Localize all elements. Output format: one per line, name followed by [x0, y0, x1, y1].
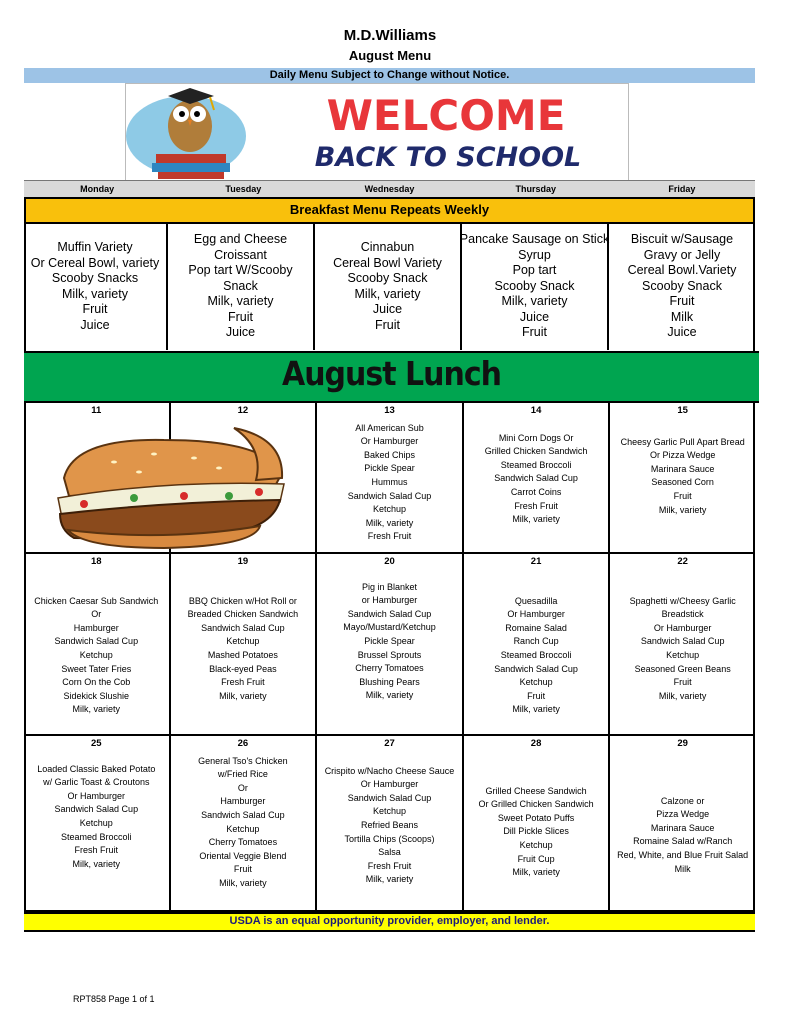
breakfast-item: Juice: [372, 302, 403, 316]
menu-item: Quesadilla: [514, 595, 558, 606]
menu-item: Calzone or: [660, 795, 705, 806]
day-friday: Friday: [668, 184, 696, 194]
lunch-day-cell: [171, 736, 318, 910]
menu-item: Cherry Tomatoes: [208, 837, 278, 848]
menu-item: Sandwich Salad Cup: [54, 636, 139, 647]
lunch-day-cell: [317, 736, 464, 910]
menu-item: Fresh Fruit: [514, 500, 558, 511]
day-thursday: Thursday: [515, 184, 556, 194]
day-number: 20: [384, 556, 395, 567]
breakfast-cell-wednesday: [315, 223, 462, 350]
lunch-day-cell: [610, 403, 755, 552]
menu-item: Milk, variety: [658, 504, 707, 515]
breakfast-item: Or Cereal Bowl, variety: [30, 255, 160, 270]
menu-item: Pig in Blanket: [361, 581, 417, 592]
day-number: 28: [530, 738, 542, 749]
owl-on-books-illustration: [126, 84, 628, 180]
menu-item: Red, White, and Blue Fruit Salad: [617, 849, 749, 860]
breakfast-item: Pop tart: [512, 263, 557, 278]
menu-item: Ketchup: [666, 649, 700, 660]
lunch-day-cell: [317, 403, 464, 552]
menu-item: Carrot Coins: [510, 486, 562, 497]
day-number: 22: [677, 556, 688, 567]
menu-items: [24, 569, 169, 717]
menu-item: Sandwich Salad Cup: [494, 663, 578, 674]
lunch-title: August Lunch: [281, 355, 502, 394]
menu-items: [610, 569, 755, 704]
menu-item: or Hamburger: [361, 595, 418, 606]
menu-items: [464, 418, 609, 527]
menu-item: Refried Beans: [360, 819, 418, 830]
menu-item: Sandwich Salad Cup: [201, 622, 285, 633]
menu-item: w/Fried Rice: [217, 769, 268, 780]
menu-item: Hummus: [371, 476, 408, 487]
menu-item: Or Pizza Wedge: [649, 450, 716, 461]
weekday-header: [24, 180, 755, 198]
menu-item: Sandwich Salad Cup: [640, 636, 725, 647]
menu-item: Black-eyed Peas: [209, 663, 277, 674]
breakfast-cell-thursday: [459, 223, 610, 350]
menu-item: Steamed Broccoli: [500, 649, 572, 660]
menu-item: Ketchup: [519, 839, 553, 850]
menu-item: Steamed Broccoli: [500, 459, 572, 470]
menu-item: Sweet Tater Fries: [61, 663, 132, 674]
breakfast-item: Cinnabun: [360, 240, 415, 254]
breakfast-item: Cereal Bowl.Variety: [627, 263, 737, 278]
menu-item: Ketchup: [372, 504, 406, 515]
menu-items: [171, 751, 316, 891]
breakfast-item: Fruit: [669, 294, 695, 309]
menu-items: [610, 418, 755, 518]
welcome-text: WELCOME: [326, 91, 566, 140]
lunch-day-cell: [464, 403, 611, 552]
menu-item: Milk, variety: [512, 514, 560, 525]
menu-item: Milk: [674, 863, 691, 874]
menu-item: All American Sub: [355, 422, 424, 433]
menu-title: August Menu: [348, 48, 432, 63]
menu-item: Fresh Fruit: [221, 677, 265, 688]
welcome-banner: [125, 83, 629, 181]
breakfast-item: Milk: [670, 309, 694, 324]
day-number: 13: [384, 405, 395, 416]
menu-items: [317, 751, 462, 887]
menu-item: Grilled Cheese Sandwich: [485, 785, 587, 796]
day-number: 19: [237, 556, 249, 567]
day-number: 27: [384, 738, 395, 749]
menu-item: Marinara Sauce: [650, 822, 715, 833]
breakfast-item: Juice: [80, 317, 110, 332]
menu-item: Romaine Salad w/Ranch: [633, 836, 733, 847]
breakfast-item: Milk, variety: [501, 294, 568, 309]
menu-item: Chicken Caesar Sub Sandwich: [34, 595, 159, 606]
menu-item: Mini Corn Dogs Or: [498, 432, 574, 443]
menu-item: Pickle Spear: [364, 463, 415, 474]
day-number: 18: [91, 556, 102, 567]
menu-item: w/ Garlic Toast & Croutons: [43, 777, 150, 788]
menu-item: Fruit: [527, 690, 546, 701]
breakfast-item: Scooby Snack: [347, 271, 428, 285]
menu-item: Sandwich Salad Cup: [347, 608, 432, 619]
menu-item: Steamed Broccoli: [61, 831, 132, 842]
menu-item: Sidekick Slushie: [63, 690, 130, 701]
lunch-day-cell: [24, 736, 171, 910]
menu-items: [317, 418, 462, 544]
breakfast-item: Milk, variety: [62, 286, 128, 301]
menu-item: General Tso's Chicken: [198, 755, 288, 766]
usda-statement: USDA is an equal opportunity provider, employer, and lender.: [24, 912, 755, 932]
menu-item: Fruit: [673, 677, 692, 688]
menu-item: Ranch Cup: [513, 636, 559, 647]
menu-item: Milk, variety: [219, 690, 267, 701]
breakfast-item: Scooby Snack: [494, 278, 575, 293]
menu-item: Salsa: [378, 847, 401, 858]
menu-item: Sandwich Salad Cup: [54, 804, 139, 815]
menu-item: Breaded Chicken Sandwich: [187, 609, 299, 620]
menu-item: Grilled Chicken Sandwich: [484, 446, 588, 457]
menu-item: Hamburger: [73, 622, 119, 633]
menu-item: Or Hamburger: [360, 779, 419, 790]
lunch-week-row: [24, 736, 755, 912]
menu-item: Seasoned Corn: [651, 477, 714, 488]
menu-item: Cheesy Garlic Pull Apart Bread: [620, 436, 745, 447]
page-footer: RPT858 Page 1 of 1: [73, 994, 155, 1004]
breakfast-item: Fruit: [228, 309, 253, 324]
breakfast-item: Biscuit w/Sausage: [630, 232, 734, 247]
menu-item: Ketchup: [226, 823, 260, 834]
menu-items: [317, 569, 462, 703]
menu-item: Ketchup: [79, 649, 113, 660]
breakfast-item: Gravy or Jelly: [643, 247, 721, 262]
menu-item: Seasoned Green Beans: [634, 663, 731, 674]
menu-item: Mayo/Mustard/Ketchup: [343, 622, 436, 633]
menu-items: [24, 751, 169, 872]
menu-item: Fresh Fruit: [74, 845, 119, 856]
menu-item: Dill Pickle Slices: [503, 826, 569, 837]
day-number: 14: [530, 405, 542, 416]
menu-item: Ketchup: [226, 636, 260, 647]
menu-item: Or: [237, 782, 248, 793]
menu-item: Corn On the Cob: [62, 677, 131, 688]
menu-items: [610, 751, 755, 877]
day-number: 15: [677, 405, 688, 416]
day-tuesday: Tuesday: [225, 184, 262, 194]
breakfast-item: Juice: [225, 325, 256, 340]
menu-item: Marinara Sauce: [650, 463, 715, 474]
breakfast-item: Cereal Bowl Variety: [333, 255, 442, 270]
menu-item: Or Hamburger: [360, 436, 419, 447]
menu-item: Baked Chips: [363, 449, 415, 460]
menu-item: Pizza Wedge: [656, 809, 710, 820]
menu-item: Milk, variety: [512, 704, 560, 715]
menu-item: Brussel Sprouts: [357, 649, 422, 660]
day-wednesday: Wednesday: [364, 184, 415, 194]
menu-item: Fresh Fruit: [367, 531, 412, 542]
breakfast-item: Milk, variety: [354, 286, 421, 301]
menu-item: Or: [91, 609, 102, 620]
menu-item: Breadstick: [661, 609, 704, 620]
menu-item: Milk, variety: [658, 690, 707, 701]
lunch-day-cell: [464, 554, 611, 734]
day-monday: Monday: [80, 184, 115, 194]
menu-item: Ketchup: [79, 817, 113, 828]
breakfast-item: Muffin Variety: [57, 240, 133, 254]
menu-item: Sandwich Salad Cup: [201, 809, 285, 820]
menu-item: Sandwich Salad Cup: [347, 792, 432, 803]
menu-item: Cherry Tomatoes: [355, 663, 424, 674]
breakfast-item: Juice: [667, 325, 697, 340]
lunch-day-cell: [317, 554, 464, 734]
breakfast-item: Egg and Cheese: [193, 232, 288, 247]
menu-items: [464, 751, 609, 880]
breakfast-item: Fruit: [522, 325, 547, 340]
breakfast-item: Pop tart W/Scooby: [188, 263, 293, 278]
menu-item: Fruit: [673, 490, 692, 501]
menu-item: Tortilla Chips (Scoops): [344, 833, 435, 844]
lunch-day-cell: [610, 554, 755, 734]
day-number: 11: [91, 405, 102, 416]
menu-item: Fruit: [233, 864, 252, 875]
menu-item: Ketchup: [372, 806, 406, 817]
school-name: M.D.Williams: [343, 27, 437, 44]
lunch-day-cell: [464, 736, 611, 910]
menu-item: Or Grilled Chicken Sandwich: [478, 799, 594, 810]
breakfast-item: Snack: [223, 278, 258, 293]
menu-item: Sandwich Salad Cup: [347, 490, 432, 501]
menu-item: Sandwich Salad Cup: [494, 473, 578, 484]
breakfast-item: Pancake Sausage on Stick: [459, 232, 610, 247]
breakfast-cell-tuesday: [168, 223, 315, 350]
breakfast-item: Scooby Snacks: [51, 271, 139, 285]
menu-item: Milk, variety: [365, 690, 414, 701]
lunch-day-cell: [171, 554, 318, 734]
menu-item: Milk, variety: [365, 517, 414, 528]
menu-item: Romaine Salad: [505, 622, 567, 633]
breakfast-item: Milk, variety: [207, 294, 274, 309]
menu-item: Fruit Cup: [517, 853, 555, 864]
menu-item: Ketchup: [519, 677, 553, 688]
lunch-day-cell: [610, 736, 755, 910]
breakfast-title: Breakfast Menu Repeats Weekly: [26, 199, 753, 224]
menu-item: Milk, variety: [512, 867, 560, 878]
menu-item: Blushing Pears: [359, 676, 420, 687]
lunch-title-bar: [24, 351, 759, 403]
breakfast-cell-friday: [609, 223, 755, 350]
menu-item: Milk, variety: [365, 874, 414, 885]
back-to-school-text: BACK TO SCHOOL: [314, 142, 582, 173]
menu-item: Or Hamburger: [507, 609, 565, 620]
menu-item: Oriental Veggie Blend: [199, 850, 287, 861]
breakfast-item: Juice: [519, 309, 550, 324]
day-number: 26: [237, 738, 249, 749]
menu-item: Pickle Spear: [364, 635, 415, 646]
menu-item: Milk, variety: [219, 877, 267, 888]
sub-sandwich-illustration: [44, 418, 294, 552]
breakfast-item: Fruit: [375, 317, 400, 332]
breakfast-cell-monday: [24, 223, 168, 350]
menu-item: BBQ Chicken w/Hot Roll or: [188, 595, 297, 606]
menu-item: Or Hamburger: [653, 622, 712, 633]
day-number: 29: [677, 738, 688, 749]
menu-item: Fresh Fruit: [367, 860, 412, 871]
day-number: 25: [91, 738, 102, 749]
menu-item: Or Hamburger: [67, 790, 126, 801]
change-notice: Daily Menu Subject to Change without Notice.: [24, 68, 755, 83]
menu-item: Mashed Potatoes: [207, 649, 278, 660]
menu-item: Loaded Classic Baked Potato: [37, 763, 156, 774]
menu-item: Spaghetti w/Cheesy Garlic: [629, 595, 736, 606]
menu-item: Milk, variety: [72, 704, 121, 715]
day-number: 21: [530, 556, 542, 567]
lunch-day-cell: [24, 554, 171, 734]
menu-item: Hamburger: [220, 796, 266, 807]
day-number: 12: [237, 405, 249, 416]
menu-item: Crispito w/Nacho Cheese Sauce: [324, 765, 455, 776]
menu-item: Sweet Potato Puffs: [497, 812, 575, 823]
menu-item: Milk, variety: [72, 858, 121, 869]
lunch-week-row: [24, 554, 755, 736]
breakfast-item: Syrup: [518, 247, 551, 262]
breakfast-item: Fruit: [82, 302, 108, 316]
breakfast-item: Scooby Snack: [642, 278, 722, 293]
menu-items: [171, 569, 316, 704]
menu-items: [464, 569, 609, 717]
breakfast-item: Croissant: [214, 247, 267, 262]
